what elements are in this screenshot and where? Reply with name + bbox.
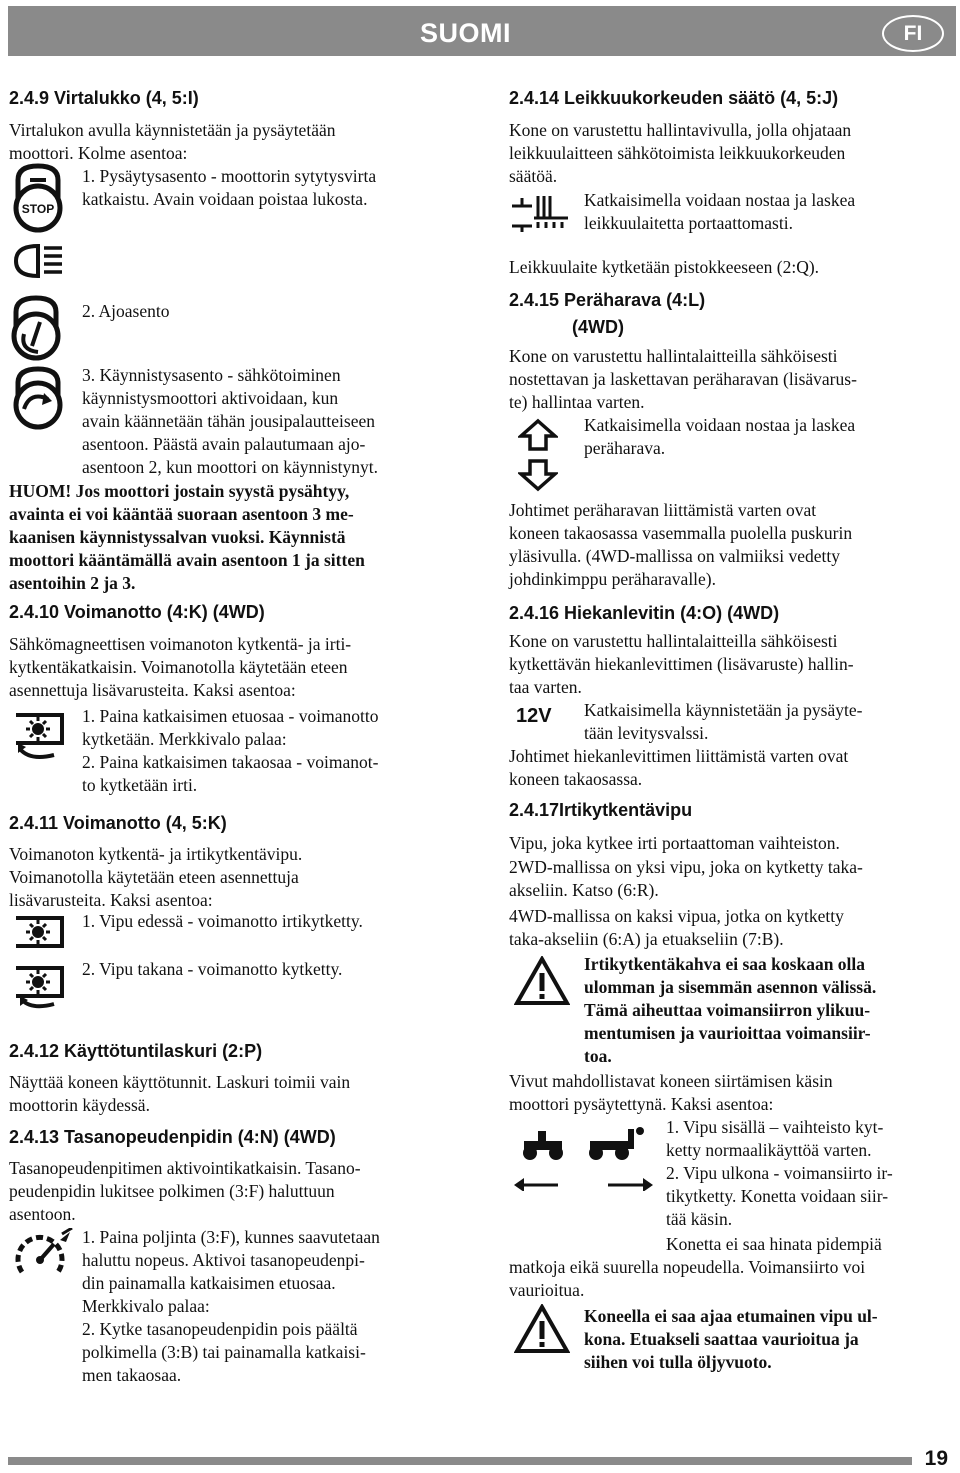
icon-text: peräharava. xyxy=(584,438,666,458)
cutting-height-icon xyxy=(508,192,572,234)
text-line: kytkettävän hiekanlevittimen (lisävaruste) hallin- xyxy=(509,654,854,674)
option-2-text: 2. Paina katkaisimen takaosaa - voimanot- xyxy=(82,752,379,772)
option-3-text: asentoon 2, kun moottori on käynnistynyt. xyxy=(82,457,379,477)
note-text: asentoihin 2 ja 3. xyxy=(9,573,136,593)
heading-2-4-17: 2.4.17Irtikytkentävipu xyxy=(509,800,693,820)
tractor-push-icon xyxy=(510,1125,656,1191)
text-line: Kone on varustettu hallintalaitteilla sähköisesti xyxy=(509,631,838,651)
text-line: johdinkimppu peräharavalle). xyxy=(509,569,717,589)
text-line: nostettavan ja laskettavan peräharavan (lisävarus- xyxy=(509,369,857,389)
text-line: koneen takaosassa vasemmalla puolella puskurin xyxy=(509,523,853,543)
option-1-text: 1. Pysäytysasento - moottorin sytytysvirta xyxy=(82,166,377,186)
page-number: 19 xyxy=(924,1447,948,1470)
text-line: vaurioitua. xyxy=(509,1280,585,1300)
text-line: 4WD-mallissa on kaksi vipua, jotka on kytketty xyxy=(509,906,844,926)
option-2-text: 2. Kytke tasanopeudenpidin pois päältä xyxy=(82,1319,358,1339)
pto-engage-icon xyxy=(10,705,68,765)
heading-2-4-9: 2.4.9 Virtalukko (4, 5:I) xyxy=(9,88,199,108)
warning-text: ulomman ja sisemmän asennon välissä. xyxy=(584,977,877,997)
text-line: te) hallintaa varten. xyxy=(509,392,645,412)
language-title: SUOMI xyxy=(420,18,512,48)
text-line: koneen takaosassa. xyxy=(509,769,643,789)
page-header-bar xyxy=(8,6,956,56)
text-line: 2WD-mallissa on yksi vipu, joka on kytketty taka- xyxy=(509,857,863,877)
text-line: Kone on varustettu hallintavivulla, jolla ohjataan xyxy=(509,120,852,140)
option-2-text: men takaosaa. xyxy=(82,1365,182,1385)
warning-triangle-icon xyxy=(514,1304,570,1354)
text-line: taa varten. xyxy=(509,677,582,697)
text-line: Vivut mahdollistavat koneen siirtämisen käsin xyxy=(509,1071,833,1091)
text-line: leikkuulaitteen sähkötoimista leikkuukorkeuden xyxy=(509,143,846,163)
text-line: Näyttää koneen käyttötunnit. Laskuri toimii vain xyxy=(9,1072,351,1092)
option-1-text: katkaistu. Avain voidaan poistaa lukosta. xyxy=(82,189,368,209)
footer-bar xyxy=(8,1457,912,1465)
note-text: kaanisen käynnistyssalvan vuoksi. Käynnistä xyxy=(9,527,346,547)
language-code-badge: FI xyxy=(882,15,944,52)
option-1-text: 1. Paina katkaisimen etuosaa - voimanotto xyxy=(82,706,379,726)
option-1-text: kytketään. Merkkivalo palaa: xyxy=(82,729,287,749)
heading-2-4-11: 2.4.11 Voimanotto (4, 5:K) xyxy=(9,813,227,833)
option-3-text: käynnistysmoottori aktivoidaan, kun xyxy=(82,388,339,408)
heading-2-4-13: 2.4.13 Tasanopeudenpidin (4:N) (4WD) xyxy=(9,1127,336,1147)
text-line: Voimanotolla käytetään eteen asennettuja xyxy=(9,867,299,887)
text-line: Virtalukon avulla käynnistetään ja pysäytetään xyxy=(9,120,336,140)
warning-text: kona. Etuakseli saattaa vaurioitua ja xyxy=(584,1329,859,1349)
headlight-icon xyxy=(10,240,70,282)
stop-icon-text: STOP xyxy=(21,202,55,216)
warning-text: mentumisen ja vaurioittaa voimansiir- xyxy=(584,1023,871,1043)
text-line: taka-akseliin (6:A) ja etuakseliin (7:B). xyxy=(509,929,784,949)
heading-2-4-14: 2.4.14 Leikkuukorkeuden säätö (4, 5:J) xyxy=(509,88,839,108)
warning-text: Koneella ei saa ajaa etumainen vipu ul- xyxy=(584,1306,878,1326)
option-1-text: ketty normaalikäyttöä varten. xyxy=(666,1140,872,1160)
cruise-control-icon xyxy=(10,1228,74,1284)
text-line: Voimanoton kytkentä- ja irtikytkentävipu. xyxy=(9,844,303,864)
warning-text: toa. xyxy=(584,1046,612,1066)
option-1-text: Merkkivalo palaa: xyxy=(82,1296,210,1316)
text-line: peudenpidin lukitsee polkimen (3:F) haluttuun xyxy=(9,1181,335,1201)
icon-text: Katkaisimella voidaan nostaa ja laskea xyxy=(584,415,856,435)
option-2-text: to kytketään irti. xyxy=(82,775,198,795)
option-3-text: avain käännetään tähän jousipalautteiseen xyxy=(82,411,375,431)
text-line: Leikkuulaite kytketään pistokkeeseen (2:Q). xyxy=(509,257,820,277)
icon-text: Katkaisimella voidaan nostaa ja laskea xyxy=(584,190,856,210)
option-2-text: 2. Ajoasento xyxy=(82,301,170,321)
option-2-text: tää käsin. xyxy=(666,1209,733,1229)
text-line: Vipu, joka kytkee irti portaattoman vaihteiston. xyxy=(509,833,840,853)
warning-text: Irtikytkentäkahva ei saa koskaan olla xyxy=(584,954,866,974)
pto-on-icon xyxy=(10,960,68,1012)
note-text: avainta ei voi kääntää suoraan asentoon 3 me- xyxy=(9,504,354,524)
warning-text: siihen voi tulla öljyvuoto. xyxy=(584,1352,772,1372)
option-1-text: 1. Paina poljinta (3:F), kunnes saavutetaan xyxy=(82,1227,380,1247)
option-2-text: polkimella (3:B) tai painamalla katkaisi- xyxy=(82,1342,366,1362)
text-line: säätöä. xyxy=(509,166,558,186)
warning-triangle-icon xyxy=(514,956,570,1006)
text-line: moottori pysäytettynä. Kaksi asentoa: xyxy=(509,1094,774,1114)
text-line: moottorin käydessä. xyxy=(9,1095,150,1115)
text-line: Sähkömagneettisen voimanoton kytkentä- ja irti- xyxy=(9,634,352,654)
text-line: kytkentäkatkaisin. Voimanotolla käytetään eteen xyxy=(9,657,348,677)
note-text: moottori kääntämällä avain asentoon 1 ja sitten xyxy=(9,550,365,570)
option-1-text: 1. Vipu sisällä – vaihteisto kyt- xyxy=(666,1117,884,1137)
option-1-text: haluttu nopeus. Aktivoi tasanopeudenpi- xyxy=(82,1250,365,1270)
lower-arrow-icon xyxy=(518,458,558,492)
text-line: akseliin. Katso (6:R). xyxy=(509,880,659,900)
icon-text: leikkuulaitetta portaattomasti. xyxy=(584,213,793,233)
text-line: lisävarusteita. Kaksi asentoa: xyxy=(9,890,213,910)
icon-text: tään levitysvalssi. xyxy=(584,723,709,743)
text-line: matkoja eikä suurella nopeudella. Voimansiirto voi xyxy=(509,1257,866,1277)
raise-arrow-icon xyxy=(518,418,558,452)
option-2-text: 2. Vipu ulkona - voimansiirto ir- xyxy=(666,1163,893,1183)
warning-text: Tämä aiheuttaa voimansiirron ylikuu- xyxy=(584,1000,871,1020)
option-2-text: tikytketty. Konetta voidaan siir- xyxy=(666,1186,889,1206)
text-line: moottori. Kolme asentoa: xyxy=(9,143,188,163)
note-text: HUOM! Jos moottori jostain syystä pysähtyy, xyxy=(9,481,350,501)
key-run-position-icon xyxy=(8,294,66,364)
option-1-text: 1. Vipu edessä - voimanotto irtikytketty. xyxy=(82,911,363,931)
text-line: Konetta ei saa hinata pidempiä xyxy=(666,1234,882,1254)
text-line: Johtimet peräharavan liittämistä varten ovat xyxy=(509,500,817,520)
option-3-text: asentoon. Päästä avain palautumaan ajo- xyxy=(82,434,366,454)
icon-text: Katkaisimella käynnistetään ja pysäyte- xyxy=(584,700,863,720)
key-stop-position-icon xyxy=(10,162,66,238)
heading-2-4-12: 2.4.12 Käyttötuntilaskuri (2:P) xyxy=(9,1041,263,1061)
text-line: Tasanopeudenpitimen aktivointikatkaisin. Tasano- xyxy=(9,1158,361,1178)
text-line: asentoon. xyxy=(9,1204,76,1224)
heading-2-4-10: 2.4.10 Voimanotto (4:K) (4WD) xyxy=(9,602,265,622)
heading-2-4-15: 2.4.15 Peräharava (4:L) xyxy=(509,290,706,310)
text-line: asennettuja lisävarusteita. Kaksi asentoa: xyxy=(9,680,296,700)
pto-off-icon xyxy=(10,910,68,954)
heading-2-4-16: 2.4.16 Hiekanlevitin (4:O) (4WD) xyxy=(509,603,780,623)
option-1-text: din painamalla katkaisimen etuosaa. xyxy=(82,1273,336,1293)
12v-badge: 12V xyxy=(516,705,552,727)
text-line: Kone on varustettu hallintalaitteilla sähköisesti xyxy=(509,346,838,366)
text-line: Johtimet hiekanlevittimen liittämistä varten ovat xyxy=(509,746,849,766)
option-3-text: 3. Käynnistysasento - sähkötoiminen xyxy=(82,365,341,385)
key-start-position-icon xyxy=(10,365,68,433)
text-line: yläsivulla. (4WD-mallissa on valmiiksi vedetty xyxy=(509,546,840,566)
option-2-text: 2. Vipu takana - voimanotto kytketty. xyxy=(82,959,343,979)
heading-2-4-15-sub: (4WD) xyxy=(572,317,624,337)
